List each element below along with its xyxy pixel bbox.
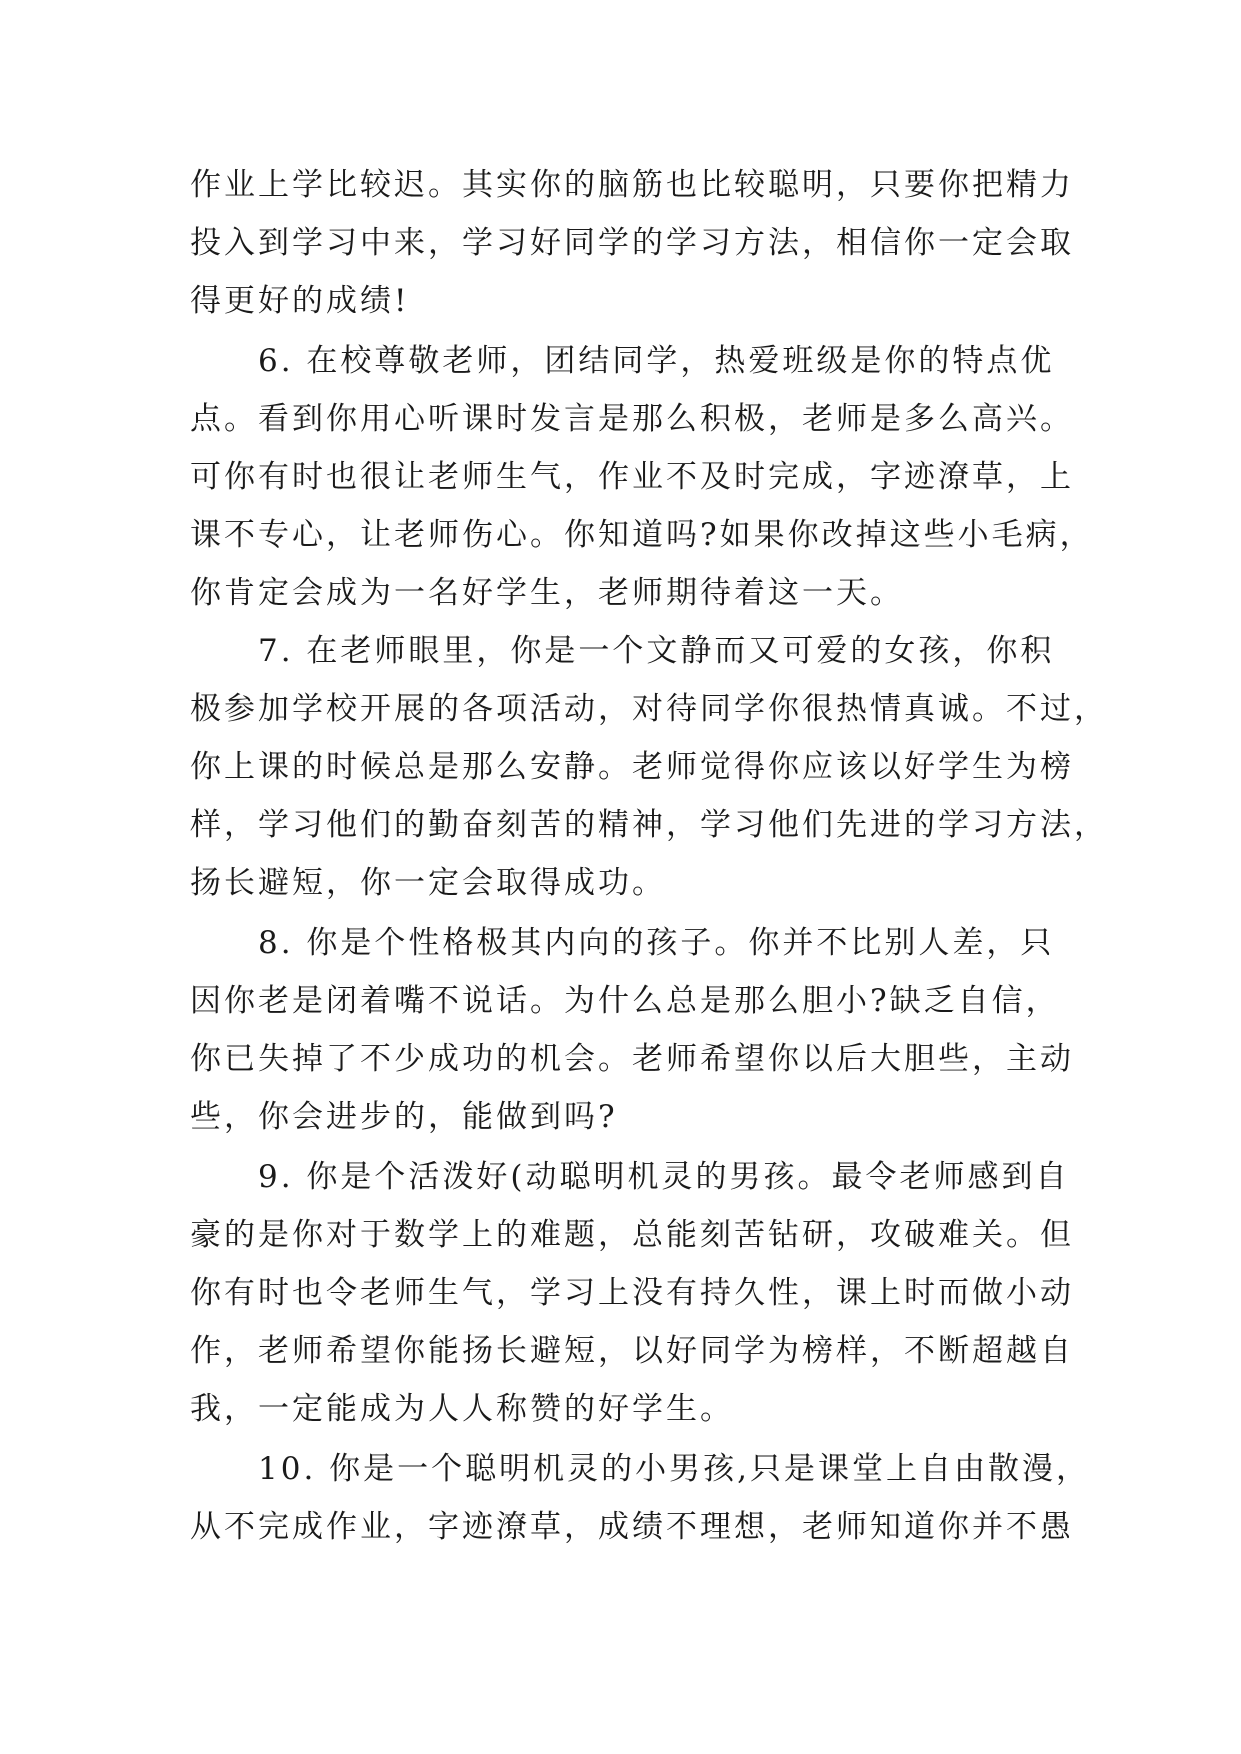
text-line: 扬长避短，你一定会取得成功。 — [190, 865, 666, 901]
text-line: 6. 在校尊敬老师，团结同学，热爱班级是你的特点优 — [258, 343, 1055, 379]
text-line: 课不专心，让老师伤心。你知道吗?如果你改掉这些小毛病， — [190, 517, 1094, 553]
text-line: 作业上学比较迟。其实你的脑筋也比较聪明，只要你把精力 — [190, 167, 1074, 203]
text-line: 因你老是闭着嘴不说话。为什么总是那么胆小?缺乏自信， — [190, 983, 1060, 1019]
text-line: 9. 你是个活泼好(动聪明机灵的男孩。最令老师感到自 — [258, 1159, 1070, 1195]
text-line: 极参加学校开展的各项活动，对待同学你很热情真诚。不过， — [190, 691, 1108, 727]
text-line: 从不完成作业，字迹潦草，成绩不理想，老师知道你并不愚 — [190, 1509, 1074, 1545]
text-line: 样，学习他们的勤奋刻苦的精神，学习他们先进的学习方法， — [190, 807, 1108, 843]
text-line: 点。看到你用心听课时发言是那么积极，老师是多么高兴。 — [190, 401, 1074, 437]
text-line: 豪的是你对于数学上的难题，总能刻苦钻研，攻破难关。但 — [190, 1217, 1074, 1253]
text-line: 你有时也令老师生气，学习上没有持久性，课上时而做小动 — [190, 1275, 1074, 1311]
text-line: 你上课的时候总是那么安静。老师觉得你应该以好学生为榜 — [190, 749, 1074, 785]
text-line: 7. 在老师眼里，你是一个文静而又可爱的女孩，你积 — [258, 633, 1055, 669]
text-line: 些，你会进步的，能做到吗? — [190, 1099, 618, 1135]
text-line: 投入到学习中来，学习好同学的学习方法，相信你一定会取 — [190, 225, 1074, 261]
text-line: 10. 你是一个聪明机灵的小男孩,只是课堂上自由散漫， — [258, 1451, 1091, 1487]
text-line: 我，一定能成为人人称赞的好学生。 — [190, 1391, 734, 1427]
text-line: 作，老师希望你能扬长避短，以好同学为榜样，不断超越自 — [190, 1333, 1074, 1369]
text-line: 8. 你是个性格极其内向的孩子。你并不比别人差，只 — [258, 925, 1055, 961]
text-line: 你肯定会成为一名好学生，老师期待着这一天。 — [190, 575, 904, 611]
text-line: 得更好的成绩! — [190, 283, 410, 319]
text-line: 你已失掉了不少成功的机会。老师希望你以后大胆些，主动 — [190, 1041, 1074, 1077]
text-line: 可你有时也很让老师生气，作业不及时完成，字迹潦草，上 — [190, 459, 1074, 495]
